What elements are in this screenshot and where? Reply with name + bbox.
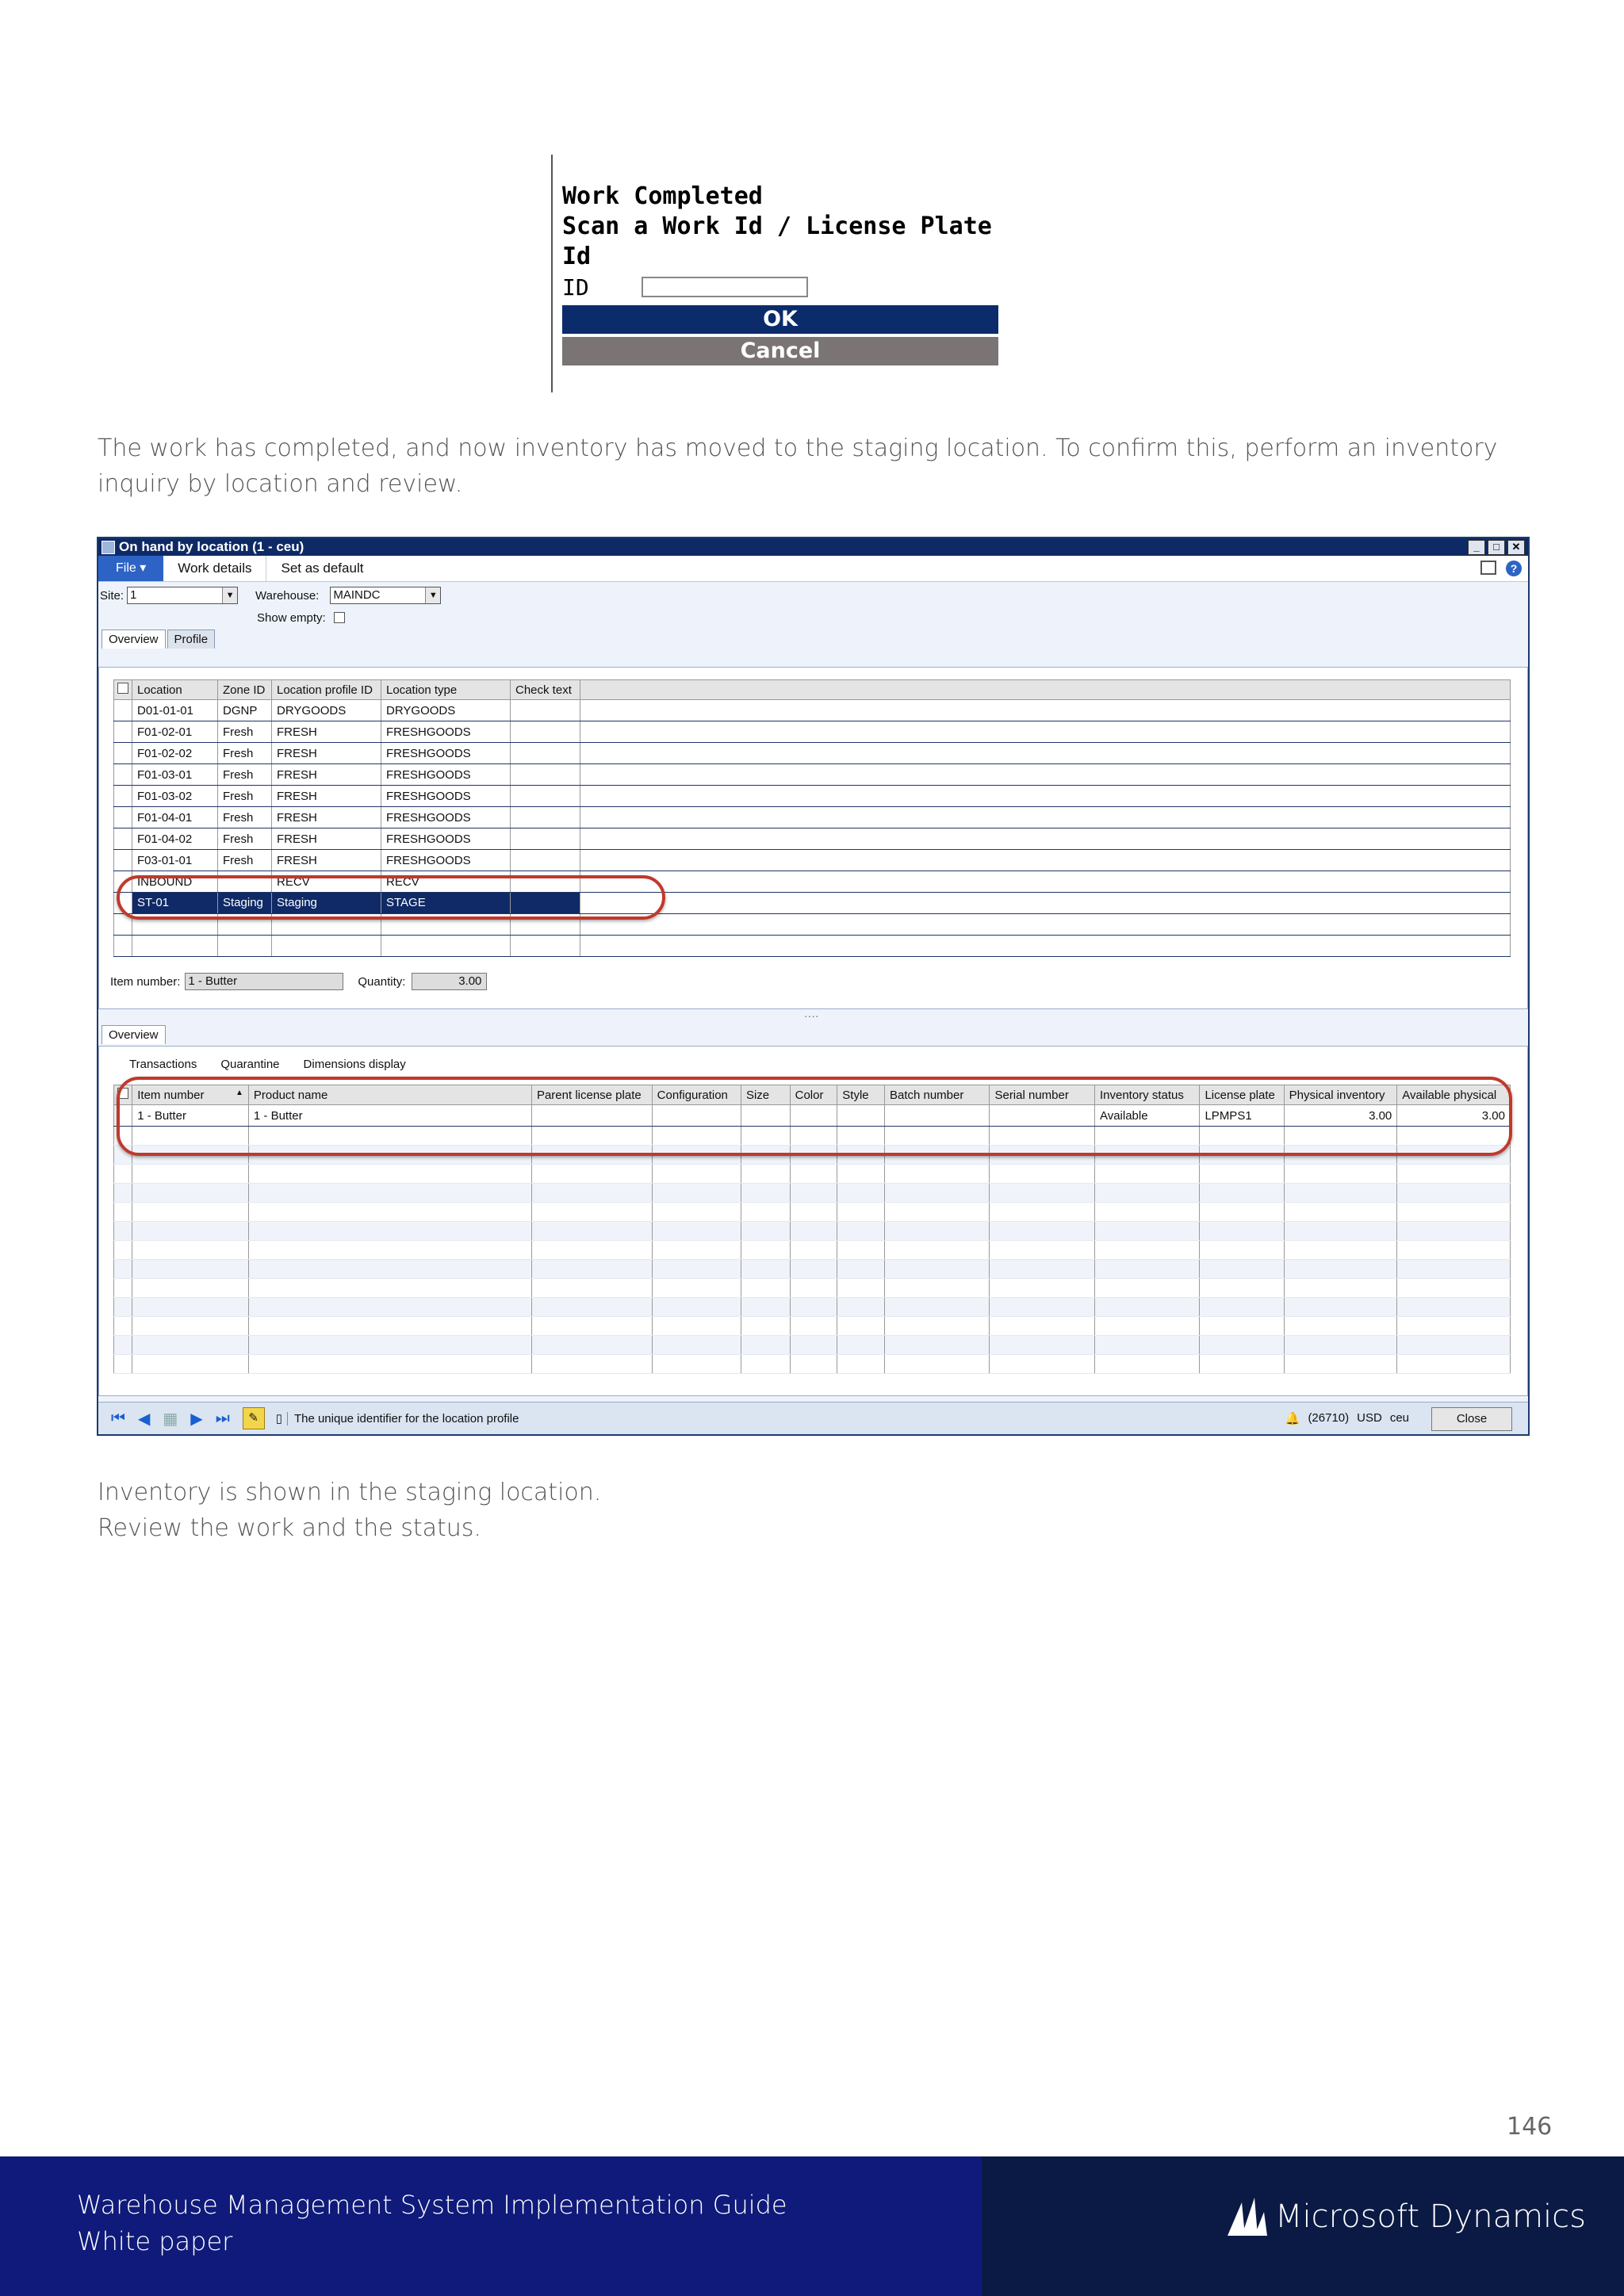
warehouse-select[interactable]: MAINDC ▼ bbox=[330, 587, 441, 604]
grid-view-icon[interactable]: ▦ bbox=[163, 1410, 178, 1428]
table-cell[interactable]: 3.00 bbox=[1397, 1105, 1511, 1127]
row-selector[interactable] bbox=[114, 786, 132, 807]
table-cell[interactable]: FRESHGOODS bbox=[381, 721, 511, 743]
table-cell[interactable]: Fresh bbox=[218, 764, 272, 786]
empty-row bbox=[114, 1355, 1511, 1374]
table-cell[interactable]: FRESH bbox=[272, 786, 381, 807]
edit-icon[interactable]: ✎ bbox=[243, 1407, 265, 1429]
table-cell[interactable]: Fresh bbox=[218, 786, 272, 807]
table-cell[interactable] bbox=[511, 743, 580, 764]
column-header[interactable]: Available physical bbox=[1397, 1085, 1511, 1105]
table-cell[interactable]: RECV bbox=[272, 871, 381, 893]
window-title: On hand by location (1 - ceu) bbox=[119, 539, 304, 554]
table-cell-filler bbox=[580, 871, 1511, 893]
subtab-transactions[interactable]: Transactions bbox=[129, 1058, 197, 1071]
table-row[interactable] bbox=[114, 807, 1511, 828]
column-header[interactable]: Parent license plate bbox=[531, 1085, 652, 1105]
column-header[interactable]: Physical inventory bbox=[1284, 1085, 1397, 1105]
table-row[interactable] bbox=[114, 786, 1511, 807]
splitter-handle[interactable]: ···· bbox=[804, 1009, 819, 1022]
show-empty-label: Show empty: bbox=[257, 610, 326, 625]
set-as-default-button[interactable]: Set as default bbox=[281, 561, 364, 576]
layout-icon[interactable] bbox=[1480, 561, 1496, 575]
first-record-icon[interactable]: ⏮ bbox=[111, 1409, 125, 1427]
table-cell[interactable]: 1 - Butter bbox=[248, 1105, 531, 1127]
table-cell[interactable]: FRESHGOODS bbox=[381, 764, 511, 786]
intro-paragraph: The work has completed, and now inventory has moved to the staging location. To confirm this, perform an inventory inquiry by location and review. bbox=[98, 434, 1498, 498]
window-app-icon bbox=[102, 541, 115, 554]
empty-row bbox=[114, 1165, 1511, 1184]
table-cell[interactable] bbox=[511, 850, 580, 871]
microsoft-dynamics-logo-icon bbox=[1228, 2198, 1267, 2236]
footer-right-band bbox=[982, 2156, 1624, 2296]
table-cell[interactable]: D01-01-01 bbox=[132, 700, 218, 721]
select-all-checkbox[interactable] bbox=[114, 680, 132, 700]
table-row[interactable] bbox=[114, 700, 1511, 721]
id-label: ID bbox=[562, 274, 589, 300]
row-selector[interactable] bbox=[114, 764, 132, 786]
table-cell[interactable]: INBOUND bbox=[132, 871, 218, 893]
work-details-button[interactable]: Work details bbox=[163, 556, 266, 581]
table-cell[interactable]: FRESHGOODS bbox=[381, 850, 511, 871]
chevron-down-icon: ▼ bbox=[222, 587, 237, 603]
company-indicator[interactable]: ceu bbox=[1389, 1411, 1409, 1425]
table-cell-filler bbox=[580, 764, 1511, 786]
menu-bar bbox=[98, 556, 1528, 582]
table-cell[interactable]: Fresh bbox=[218, 721, 272, 743]
location-panel bbox=[98, 667, 1528, 1009]
table-cell[interactable]: FRESH bbox=[272, 850, 381, 871]
table-cell[interactable]: FRESHGOODS bbox=[381, 786, 511, 807]
table-cell-filler bbox=[580, 850, 1511, 871]
table-cell-filler bbox=[580, 721, 1511, 743]
column-header[interactable]: Inventory status bbox=[1094, 1085, 1200, 1105]
table-cell[interactable] bbox=[511, 786, 580, 807]
tab-overview-bottom[interactable]: Overview bbox=[102, 1025, 166, 1044]
subtab-dimensions-display[interactable]: Dimensions display bbox=[303, 1058, 406, 1071]
file-menu-button[interactable]: File ▾ bbox=[98, 556, 163, 581]
sort-ascending-icon: ▲ bbox=[236, 1088, 243, 1097]
footer-title: Warehouse Management System Implementation Guide bbox=[77, 2190, 787, 2220]
site-select[interactable]: 1 ▼ bbox=[127, 587, 238, 604]
scan-prompt-heading: Scan a Work Id / License Plate Id bbox=[562, 212, 992, 270]
maximize-icon[interactable]: □ bbox=[1488, 540, 1505, 555]
table-cell[interactable] bbox=[511, 700, 580, 721]
table-row[interactable] bbox=[114, 828, 1511, 850]
row-selector[interactable] bbox=[114, 828, 132, 850]
table-row[interactable] bbox=[114, 721, 1511, 743]
row-selector[interactable] bbox=[114, 807, 132, 828]
table-cell[interactable]: DRYGOODS bbox=[381, 700, 511, 721]
table-cell[interactable]: ST-01 bbox=[132, 893, 218, 914]
empty-row bbox=[114, 1260, 1511, 1279]
footer-left-band bbox=[0, 2156, 982, 2296]
column-header[interactable]: Zone ID bbox=[218, 680, 272, 700]
column-filler bbox=[580, 680, 1511, 700]
work-completed-heading: Work Completed bbox=[562, 182, 763, 210]
column-header[interactable]: Check text bbox=[511, 680, 580, 700]
ok-button[interactable]: OK bbox=[562, 305, 998, 334]
table-cell[interactable]: Available bbox=[1094, 1105, 1200, 1127]
column-header[interactable]: Style bbox=[837, 1085, 885, 1105]
status-bar bbox=[98, 1402, 1528, 1434]
inventory-panel bbox=[98, 1046, 1528, 1396]
table-cell[interactable]: 1 - Butter bbox=[132, 1105, 249, 1127]
column-header[interactable]: Location bbox=[132, 680, 218, 700]
table-cell[interactable]: STAGE bbox=[381, 893, 511, 914]
table-cell-filler bbox=[580, 828, 1511, 850]
table-cell[interactable]: Fresh bbox=[218, 850, 272, 871]
empty-row bbox=[114, 1203, 1511, 1222]
table-cell[interactable]: F01-04-02 bbox=[132, 828, 218, 850]
table-cell[interactable]: FRESHGOODS bbox=[381, 828, 511, 850]
table-cell[interactable]: 3.00 bbox=[1284, 1105, 1397, 1127]
currency-indicator[interactable]: USD bbox=[1357, 1411, 1382, 1425]
window-titlebar bbox=[98, 538, 1528, 556]
empty-row bbox=[114, 936, 1511, 957]
table-cell[interactable]: Fresh bbox=[218, 807, 272, 828]
footer-subtitle: White paper bbox=[77, 2226, 233, 2256]
footer-logo-text: Microsoft Dynamics bbox=[1275, 2198, 1586, 2235]
column-header[interactable]: Location profile ID bbox=[272, 680, 381, 700]
row-selector[interactable] bbox=[114, 850, 132, 871]
row-selector[interactable] bbox=[114, 700, 132, 721]
table-cell[interactable]: F01-04-01 bbox=[132, 807, 218, 828]
column-header[interactable]: Item number ▲ bbox=[132, 1085, 249, 1105]
column-header[interactable]: Batch number bbox=[884, 1085, 990, 1105]
close-window-icon[interactable]: ✕ bbox=[1507, 540, 1525, 555]
column-header[interactable]: Configuration bbox=[652, 1085, 741, 1105]
last-record-icon[interactable]: ⏭ bbox=[215, 1409, 230, 1427]
table-cell[interactable]: Fresh bbox=[218, 828, 272, 850]
status-help-text: The unique identifier for the location profile bbox=[287, 1412, 519, 1425]
table-cell[interactable]: Staging bbox=[218, 893, 272, 914]
table-cell[interactable]: F03-01-01 bbox=[132, 850, 218, 871]
table-cell[interactable]: F01-03-01 bbox=[132, 764, 218, 786]
mobile-screen bbox=[551, 155, 1005, 392]
table-cell[interactable]: FRESHGOODS bbox=[381, 743, 511, 764]
attachment-icon[interactable]: ▯ bbox=[275, 1412, 282, 1425]
row-selector[interactable] bbox=[114, 743, 132, 764]
notification-count[interactable]: (26710) bbox=[1308, 1411, 1350, 1425]
notification-bell-icon[interactable]: 🔔 bbox=[1285, 1412, 1300, 1425]
table-row[interactable] bbox=[114, 764, 1511, 786]
subtab-quarantine[interactable]: Quarantine bbox=[220, 1058, 280, 1071]
table-cell-filler bbox=[580, 807, 1511, 828]
on-hand-window bbox=[97, 537, 1530, 1436]
column-header[interactable]: Product name bbox=[248, 1085, 531, 1105]
table-row[interactable] bbox=[114, 743, 1511, 764]
row-selector[interactable] bbox=[114, 721, 132, 743]
table-cell[interactable]: Staging bbox=[272, 893, 381, 914]
chevron-down-icon: ▼ bbox=[425, 587, 440, 603]
item-number-label: Item number: bbox=[110, 974, 181, 989]
table-cell[interactable]: FRESH bbox=[272, 764, 381, 786]
help-icon[interactable]: ? bbox=[1506, 561, 1522, 576]
empty-row bbox=[114, 1336, 1511, 1355]
table-cell[interactable]: Fresh bbox=[218, 743, 272, 764]
cancel-button[interactable]: Cancel bbox=[562, 337, 998, 365]
empty-row bbox=[114, 1298, 1511, 1317]
empty-row bbox=[114, 1241, 1511, 1260]
warehouse-label: Warehouse: bbox=[255, 588, 320, 603]
highlight-oval-staging bbox=[117, 875, 665, 920]
table-cell[interactable] bbox=[511, 721, 580, 743]
highlight-oval-inventory bbox=[117, 1077, 1512, 1156]
quantity-field[interactable]: 3.00 bbox=[412, 973, 487, 990]
table-cell[interactable]: DGNP bbox=[218, 700, 272, 721]
next-record-icon[interactable]: ▶ bbox=[190, 1410, 203, 1428]
table-cell[interactable]: F01-02-02 bbox=[132, 743, 218, 764]
site-label: Site: bbox=[100, 588, 124, 603]
table-cell-filler bbox=[580, 743, 1511, 764]
tab-overview[interactable]: Overview bbox=[102, 629, 166, 649]
id-input[interactable] bbox=[642, 277, 808, 297]
result-paragraph-line1: Inventory is shown in the staging location. bbox=[98, 1479, 602, 1506]
table-cell[interactable]: FRESH bbox=[272, 828, 381, 850]
table-cell[interactable]: FRESH bbox=[272, 721, 381, 743]
quantity-label: Quantity: bbox=[358, 974, 406, 989]
table-row[interactable] bbox=[114, 850, 1511, 871]
table-cell[interactable]: FRESH bbox=[272, 807, 381, 828]
table-cell-filler bbox=[580, 786, 1511, 807]
table-cell[interactable] bbox=[511, 764, 580, 786]
table-cell[interactable]: F01-03-02 bbox=[132, 786, 218, 807]
show-empty-checkbox[interactable] bbox=[334, 612, 345, 623]
table-cell[interactable]: RECV bbox=[381, 871, 511, 893]
column-header[interactable]: Size bbox=[741, 1085, 790, 1105]
column-header[interactable]: Location type bbox=[381, 680, 511, 700]
item-number-field[interactable]: 1 - Butter bbox=[185, 973, 343, 990]
column-header[interactable]: Serial number bbox=[990, 1085, 1095, 1105]
empty-row bbox=[114, 1279, 1511, 1298]
table-cell[interactable]: F01-02-01 bbox=[132, 721, 218, 743]
page-number: 146 bbox=[1507, 2113, 1553, 2141]
table-cell[interactable]: FRESHGOODS bbox=[381, 807, 511, 828]
table-cell[interactable] bbox=[511, 807, 580, 828]
close-button[interactable]: Close bbox=[1431, 1407, 1512, 1431]
empty-row bbox=[114, 1222, 1511, 1241]
table-cell[interactable]: FRESH bbox=[272, 743, 381, 764]
tab-profile[interactable]: Profile bbox=[167, 629, 216, 649]
table-cell-filler bbox=[580, 893, 1511, 914]
table-cell-filler bbox=[580, 700, 1511, 721]
table-cell[interactable]: DRYGOODS bbox=[272, 700, 381, 721]
table-cell[interactable] bbox=[511, 828, 580, 850]
minimize-icon[interactable]: _ bbox=[1468, 540, 1485, 555]
previous-record-icon[interactable]: ◀ bbox=[138, 1410, 151, 1428]
result-paragraph-line2: Review the work and the status. bbox=[98, 1514, 481, 1542]
column-header[interactable]: License plate bbox=[1200, 1085, 1284, 1105]
table-cell[interactable]: LPMPS1 bbox=[1200, 1105, 1284, 1127]
empty-row bbox=[114, 1184, 1511, 1203]
column-header[interactable]: Color bbox=[790, 1085, 837, 1105]
empty-row bbox=[114, 1317, 1511, 1336]
